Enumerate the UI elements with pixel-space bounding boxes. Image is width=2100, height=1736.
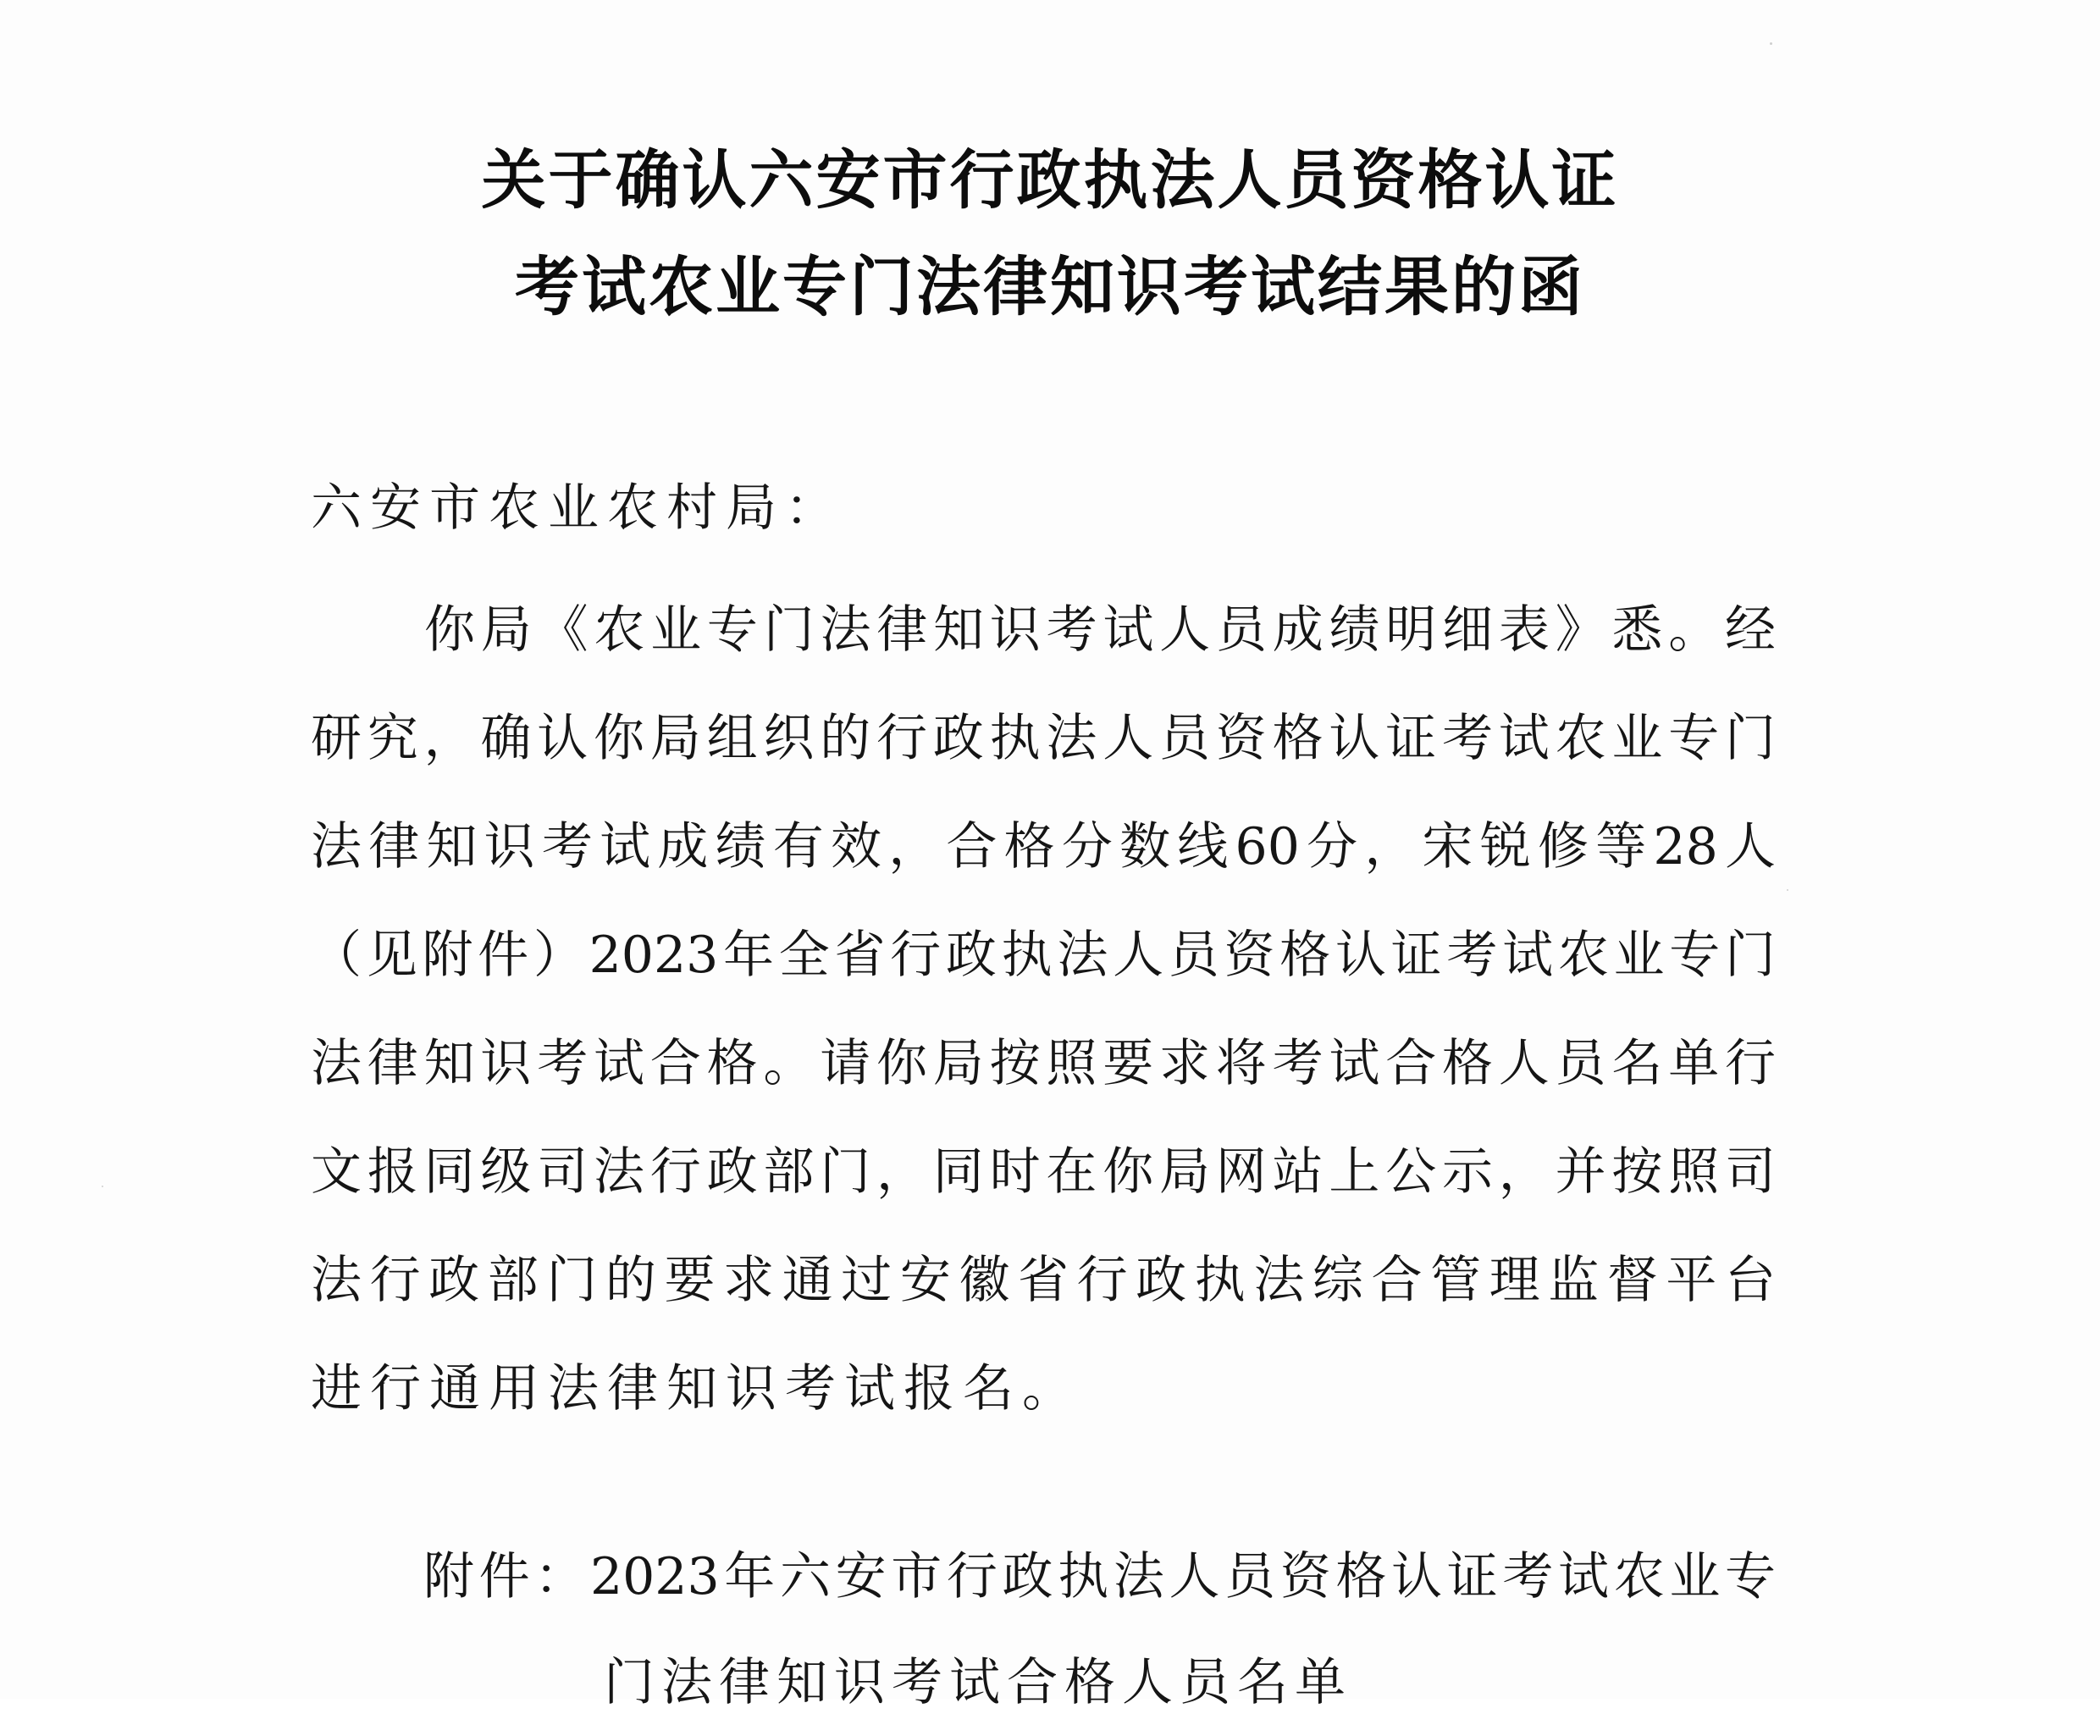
document-title-line-1: 关于确认六安市行政执法人员资格认证 (481, 142, 1619, 218)
body-line: 研究，确认你局组织的行政执法人员资格认证考试农业专门 (311, 709, 1776, 768)
scan-speck (1770, 42, 1772, 45)
attachment-line: 附件：2023年六安市行政执法人员资格认证考试农业专 (423, 1547, 1776, 1606)
attachment-note (423, 1524, 1776, 1736)
body-line: 法律知识考试合格。请你局按照要求将考试合格人员名单行 (311, 1034, 1776, 1093)
body-line: 法律知识考试成绩有效，合格分数线60分，宋锐修等28人 (311, 817, 1776, 876)
body-line: 文报同级司法行政部门，同时在你局网站上公示，并按照司 (311, 1142, 1776, 1202)
scan-speck (1787, 889, 1788, 891)
body-line: 你局《农业专门法律知识考试人员成绩明细表》悉。经 (424, 600, 1776, 660)
body-line: （见附件）2023年全省行政执法人员资格认证考试农业专门 (311, 926, 1776, 985)
body-line: 进行通用法律知识考试报名。 (311, 1359, 1081, 1418)
attachment-line: 门法律知识考试合格人员名单 (604, 1653, 1352, 1712)
body-paragraph (311, 576, 1776, 1443)
document-title-line-2: 考试农业专门法律知识考试结果的函 (515, 249, 1585, 324)
salutation: 六安市农业农村局： (311, 478, 844, 538)
body-line: 法行政部门的要求通过安徽省行政执法综合管理监督平台 (311, 1251, 1776, 1310)
scan-speck (102, 1186, 103, 1187)
